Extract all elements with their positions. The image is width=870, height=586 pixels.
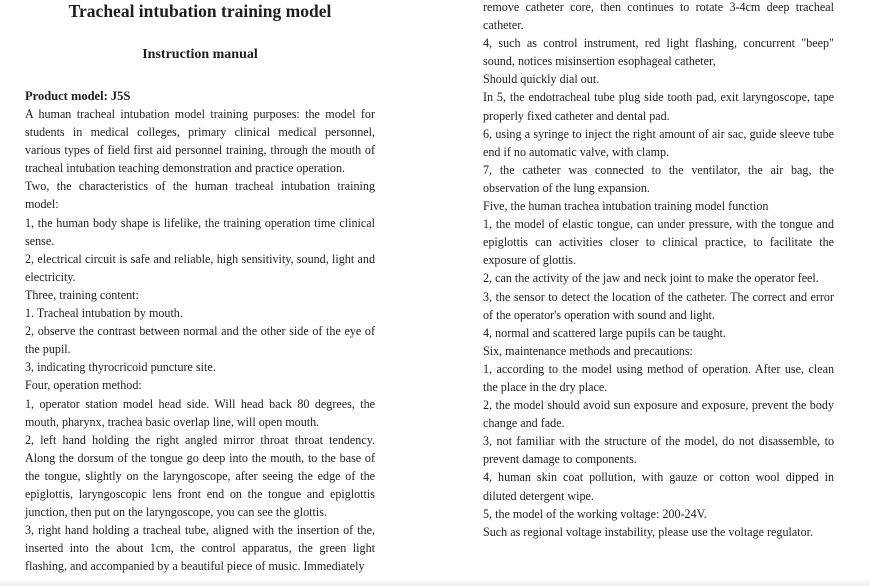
- paragraph: 3, right hand holding a tracheal tube, aligned with the insertion of the, inserted into the about 1cm, the control apparatus, the green light flashing, and accompanied by a beautiful piece of music. Immediately: [25, 523, 375, 574]
- left-column: [25, 105, 375, 575]
- section-heading: Two, the characteristics of the human tracheal intubation training model:: [25, 179, 375, 212]
- section-heading: Four, operation method:: [25, 378, 142, 393]
- paragraph: remove catheter core, then continues to rotate 3-4cm deep tracheal catheter.: [483, 0, 834, 33]
- page-bottom-edge: [0, 578, 870, 586]
- document-title: Tracheal intubation training model: [68, 1, 332, 21]
- paragraph: 1, according to the model using method of operation. After use, clean the place in the dry place.: [483, 361, 834, 394]
- paragraph: 4, normal and scattered large pupils can be taught.: [483, 325, 726, 340]
- paragraph: 3, not familiar with the structure of the model, do not disassemble, to prevent damage to components.: [483, 434, 834, 467]
- paragraph: 1, the model of elastic tongue, can under pressure, with the tongue and epiglottis can activities closer to clinical practice, to facilitate the exposure of glottis.: [483, 217, 834, 268]
- document-subtitle: Instruction manual: [142, 47, 258, 62]
- paragraph: 7, the catheter was connected to the ventilator, the air bag, the observation of the lung expansion.: [483, 162, 834, 195]
- paragraph: Should quickly dial out.: [483, 72, 600, 87]
- paragraph: 1. Tracheal intubation by mouth.: [25, 306, 183, 321]
- paragraph: 5, the model of the working voltage: 200-24V.: [483, 506, 707, 521]
- paragraph: 2, left hand holding the right angled mirror throat throat tendency. Along the dorsum of the tongue go deep into the mouth, to the base of the tongue, slightly on the laryngoscope, after seeing the edge of the epiglottis, laryngoscopic lens front end on the tongue and epiglottis junction, then put on the laryngoscope, you can see the glottis.: [25, 432, 375, 520]
- paragraph: 6, using a syringe to inject the right amount of air sac, guide sleeve tube end if no automatic valve, with clamp.: [483, 126, 834, 159]
- section-heading: Five, the human trachea intubation training model function: [483, 199, 769, 214]
- paragraph: 3, indicating thyrocricoid puncture site.: [25, 360, 216, 375]
- paragraph: 1, operator station model head side. Will head back 80 degrees, the mouth, pharynx, trachea basic overlap line, will open mouth.: [25, 396, 375, 429]
- paragraph: 2, electrical circuit is safe and reliable, high sensitivity, sound, light and electricity.: [25, 251, 375, 284]
- paragraph: A human tracheal intubation model training purposes: the model for students in medical colleges, primary clinical medical personnel, various types of field first aid personnel training, through the mouth of tracheal intubation teaching demonstration and practice operation.: [25, 107, 375, 176]
- paragraph: 2, the model should avoid sun exposure and exposure, prevent the body change and fade.: [483, 398, 834, 431]
- paragraph: 3, the sensor to detect the location of the catheter. The correct and error of the operator's operation with sound and light.: [483, 289, 834, 322]
- section-heading: Six, maintenance methods and precautions:: [483, 343, 693, 358]
- paragraph: In 5, the endotracheal tube plug side tooth pad, exit laryngoscope, tape properly fixed catheter and dental pad.: [483, 90, 834, 123]
- paragraph: 2, can the activity of the jaw and neck joint to make the operator feel.: [483, 271, 819, 286]
- right-column: [483, 0, 834, 541]
- section-heading: Three, training content:: [25, 287, 139, 302]
- paragraph: 1, the human body shape is lifelike, the training operation time clinical sense.: [25, 215, 375, 248]
- product-model: Product model: J5S: [25, 89, 131, 103]
- paragraph: 4, human skin coat pollution, with gauze or cotton wool dipped in diluted detergent wipe.: [483, 470, 834, 503]
- paragraph: Such as regional voltage instability, please use the voltage regulator.: [483, 524, 814, 539]
- paragraph: 4, such as control instrument, red light flashing, concurrent "beep" sound, notices misinsertion esophageal catheter,: [483, 36, 834, 69]
- paragraph: 2, observe the contrast between normal and the other side of the eye of the pupil.: [25, 324, 375, 357]
